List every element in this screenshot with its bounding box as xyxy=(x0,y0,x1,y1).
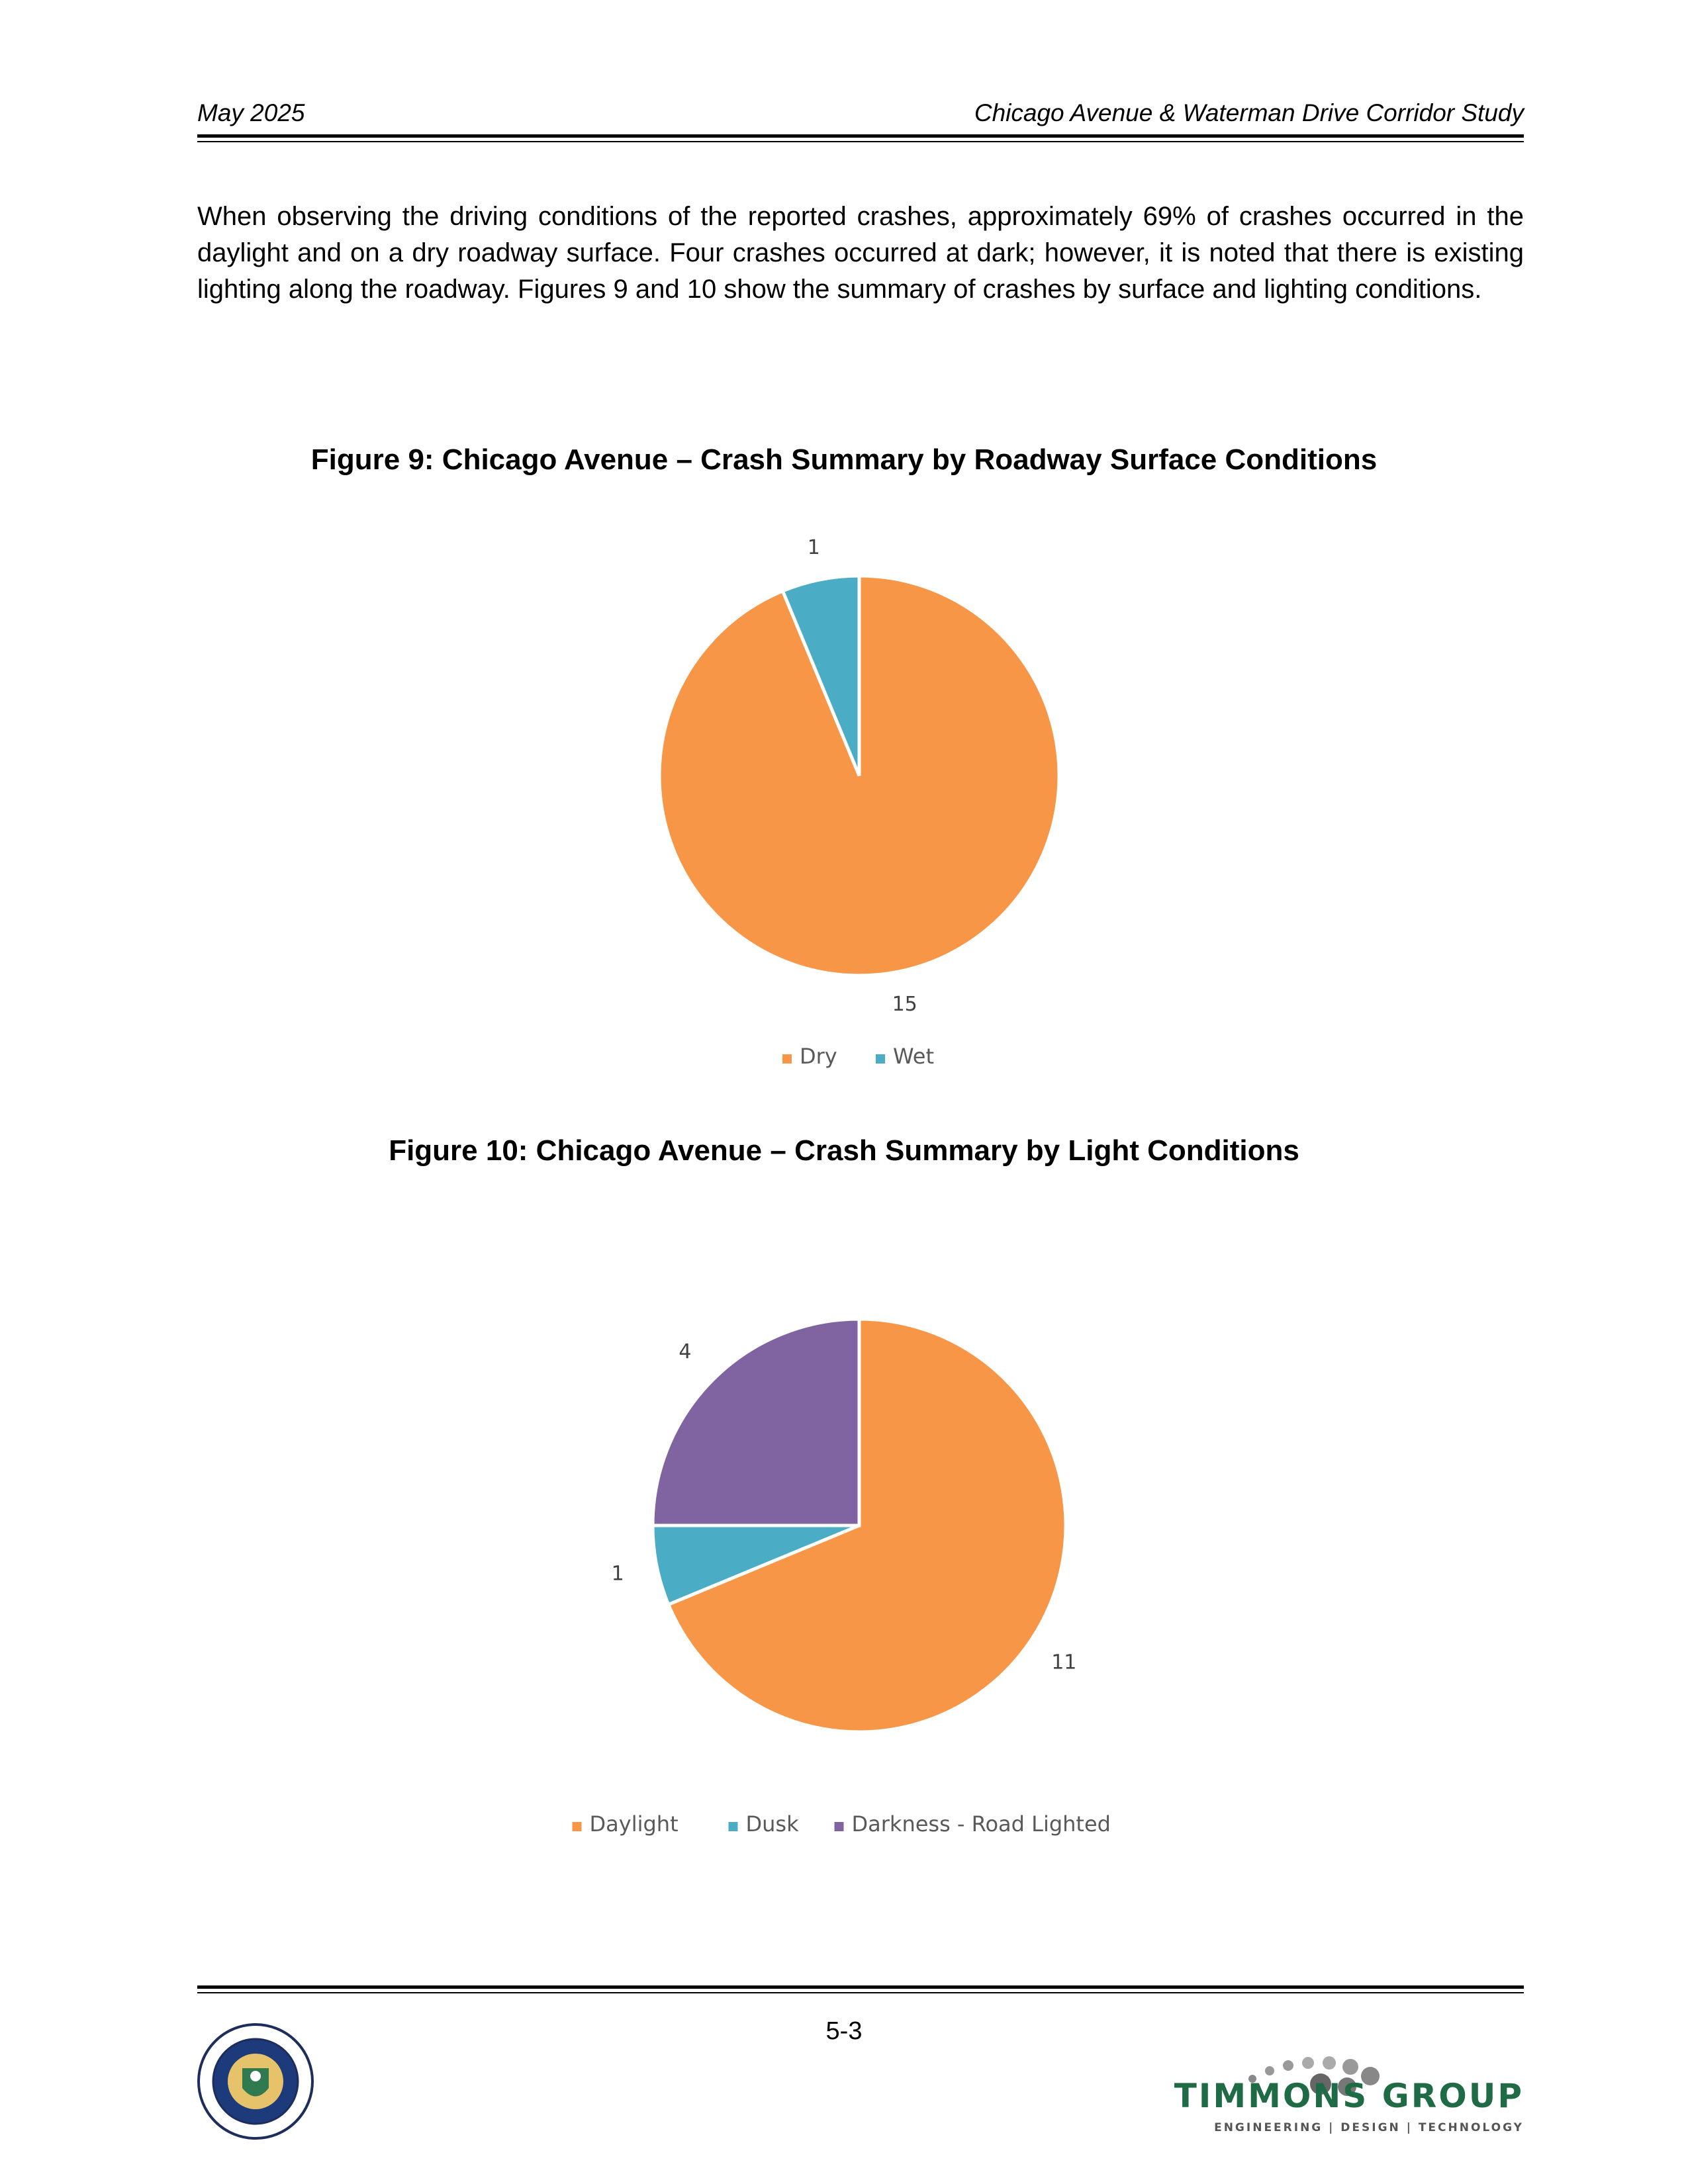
legend-swatch xyxy=(782,1054,792,1064)
legend-label: Dry xyxy=(800,1044,837,1069)
city-seal-icon xyxy=(196,2022,315,2141)
page-number: 5-3 xyxy=(825,2017,863,2045)
timmons-group-logo-text: TIMMONS GROUP xyxy=(1174,2077,1524,2115)
figure-9-pie-chart xyxy=(0,516,1688,1178)
footer-rule xyxy=(197,1985,1524,1989)
figure-9-title: Figure 9: Chicago Avenue – Crash Summary by Roadway Surface Conditions xyxy=(310,443,1378,476)
data-label: 1 xyxy=(611,1562,624,1586)
legend-swatch xyxy=(835,1822,844,1831)
legend-label: Daylight xyxy=(589,1811,679,1837)
footer-rule-thin xyxy=(197,1992,1524,1993)
header-date: May 2025 xyxy=(197,99,305,126)
legend-label: Wet xyxy=(893,1044,934,1069)
legend-swatch xyxy=(729,1822,738,1831)
header-rule xyxy=(197,134,1524,138)
header-rule-thin xyxy=(197,141,1524,142)
data-label: 11 xyxy=(1051,1651,1077,1674)
header-study-title: Chicago Avenue & Waterman Drive Corridor Study xyxy=(974,99,1524,126)
data-label: 4 xyxy=(679,1340,692,1363)
data-label: 15 xyxy=(892,993,917,1017)
legend-swatch xyxy=(876,1054,885,1064)
figure-10-title: Figure 10: Chicago Avenue – Crash Summary by Light Conditions xyxy=(389,1134,1299,1167)
legend-label: Darkness - Road Lighted xyxy=(851,1811,1111,1837)
body-paragraph: When observing the driving conditions of the reported crashes, approximately 69% of crashes occurred in the daylight and on a dry roadway surface. Four crashes occurred at dark; however, it is noted that there is existing lighting along the roadway. Figures 9 and 10 show the summary of crashes by surface and lighting conditions. xyxy=(197,202,1524,304)
data-label: 1 xyxy=(807,535,820,559)
figure-10-pie-chart xyxy=(0,1271,1688,1966)
legend-swatch xyxy=(573,1822,582,1831)
timmons-group-tagline: ENGINEERING | DESIGN | TECHNOLOGY xyxy=(1214,2121,1524,2134)
legend-label: Dusk xyxy=(745,1811,799,1837)
